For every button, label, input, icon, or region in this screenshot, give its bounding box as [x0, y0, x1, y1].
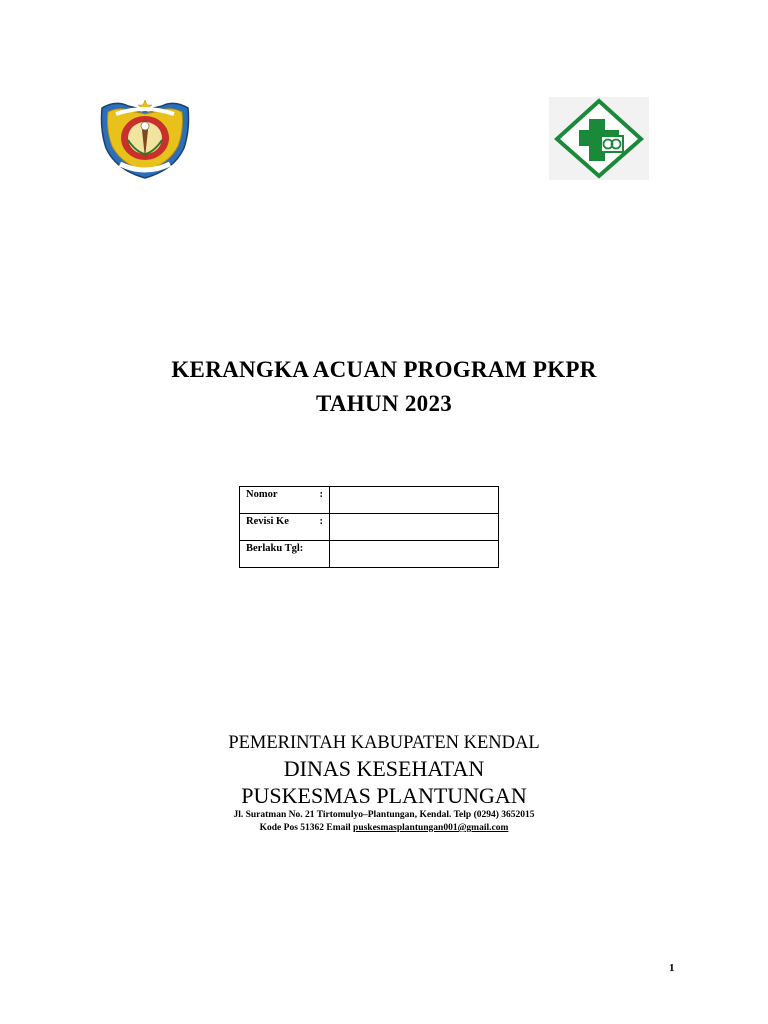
document-title: KERANGKA ACUAN PROGRAM PKPR [171, 357, 597, 382]
department-name: DINAS KESEHATAN [283, 756, 485, 781]
table-row [240, 541, 499, 568]
revisi-value [330, 514, 499, 541]
berlaku-value [330, 541, 499, 568]
postal-code-text: Kode Pos 51362 Email [259, 823, 354, 833]
document-info-table [239, 486, 499, 568]
table-row [240, 487, 499, 514]
nomor-label: Nomor [246, 489, 278, 500]
page-number: 1 [669, 962, 675, 974]
contact-line [0, 823, 768, 833]
puskesmas-name: PUSKESMAS PLANTUNGAN [241, 783, 527, 808]
puskesmas-cross-logo-icon [549, 97, 649, 180]
kendal-regency-emblem-icon [98, 100, 193, 180]
document-year: TAHUN 2023 [315, 391, 453, 416]
address-line: Jl. Suratman No. 21 Tirtomulyo–Plantungan, Kendal. Telp (0294) 3652015 [233, 810, 535, 820]
government-name: PEMERINTAH KABUPATEN KENDAL [228, 733, 540, 753]
revisi-label: Revisi Ke [246, 516, 289, 527]
revisi-colon: : [319, 516, 323, 527]
berlaku-label: Berlaku Tgl: [246, 543, 304, 554]
nomor-value [330, 487, 499, 514]
email-link[interactable]: puskesmasplantungan001@gmail.com [353, 823, 509, 833]
nomor-colon: : [319, 489, 323, 500]
table-row [240, 514, 499, 541]
